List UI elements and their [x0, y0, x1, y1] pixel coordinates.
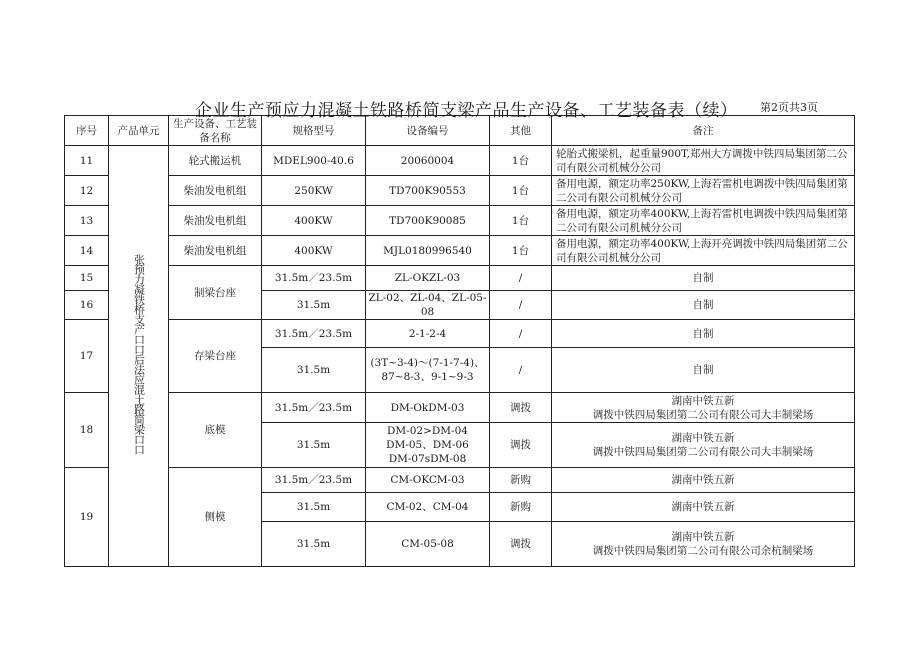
cell-spec: 31.5m	[262, 423, 366, 468]
cell-other: 调拨	[490, 393, 552, 423]
cell-note: 湖南中铁五新 调拨中铁四局集团第二公司有限公司大丰制梁场	[552, 393, 855, 423]
cell-note: 自制	[552, 320, 855, 348]
cell-other: 1台	[490, 146, 552, 176]
cell-seq: 19	[65, 468, 109, 567]
cell-note: 湖南中铁五新 调拨中铁四局集团第二公司有限公司余杭制梁场	[552, 522, 855, 567]
document-title: 企业生产预应力混凝土铁路桥简支梁产品生产设备、工艺装备表（续）	[195, 101, 738, 121]
cell-code: ZL-OKZL-03	[366, 266, 490, 291]
cell-spec: 400KW	[262, 236, 366, 266]
cell-other: 1台	[490, 206, 552, 236]
cell-code: CM-OKCM-03	[366, 468, 490, 493]
table-row	[65, 236, 855, 266]
cell-code: 20060004	[366, 146, 490, 176]
cell-equip: 底模	[169, 393, 262, 468]
table-header-row	[65, 116, 855, 146]
cell-seq: 15	[65, 266, 109, 291]
table-row	[65, 320, 855, 348]
table-row	[65, 468, 855, 493]
table-row	[65, 266, 855, 291]
cell-other: /	[490, 291, 552, 320]
cell-seq: 17	[65, 320, 109, 393]
cell-seq: 16	[65, 291, 109, 320]
cell-code: DM-02>DM-04 DM-05、DM-06 DM-07sDM-08	[366, 423, 490, 468]
header-code: 设备编号	[366, 116, 490, 146]
header-spec: 规格型号	[262, 116, 366, 146]
cell-equip: 存梁台座	[169, 320, 262, 393]
cell-equip: 轮式搬运机	[169, 146, 262, 176]
cell-note: 湖南中铁五新	[552, 468, 855, 493]
header-other: 其他	[490, 116, 552, 146]
cell-spec: MDEL900-40.6	[262, 146, 366, 176]
cell-other: /	[490, 266, 552, 291]
page-number: 第2页共3页	[760, 101, 818, 114]
cell-code: CM-02、CM-04	[366, 493, 490, 522]
cell-note: 备用电源，额定功率250KW,上海若雷机电调拨中铁四局集团第二公司有限公司机械分公司	[552, 176, 855, 206]
cell-equip: 柴油发电机组	[169, 206, 262, 236]
table-row	[65, 393, 855, 423]
cell-spec: 400KW	[262, 206, 366, 236]
cell-note: 湖南中铁五新 调拨中铁四局集团第二公司有限公司大丰制梁场	[552, 423, 855, 468]
equipment-table	[64, 115, 855, 567]
cell-code: MJL0180996540	[366, 236, 490, 266]
cell-spec: 31.5m／23.5m	[262, 468, 366, 493]
cell-code: CM-05-08	[366, 522, 490, 567]
header-seq: 序号	[65, 116, 109, 146]
cell-code: DM-OkDM-03	[366, 393, 490, 423]
cell-note: 自制	[552, 266, 855, 291]
table-row	[65, 176, 855, 206]
cell-code: TD700K90085	[366, 206, 490, 236]
cell-other: 1台	[490, 236, 552, 266]
cell-other: 调拨	[490, 423, 552, 468]
cell-code: TD700K90553	[366, 176, 490, 206]
cell-other: 1台	[490, 176, 552, 206]
table-row	[65, 206, 855, 236]
cell-spec: 31.5m／23.5m	[262, 266, 366, 291]
cell-other: 新购	[490, 493, 552, 522]
cell-other: 调拨	[490, 522, 552, 567]
cell-spec: 250KW	[262, 176, 366, 206]
cell-equip: 侧模	[169, 468, 262, 567]
cell-other: /	[490, 320, 552, 348]
cell-equip: 制梁台座	[169, 266, 262, 320]
cell-note: 备用电源，额定功率400KW,上海若雷机电调拨中铁四局集团第二公司有限公司机械分公司	[552, 206, 855, 236]
cell-seq: 13	[65, 206, 109, 236]
cell-code: 2-1-2-4	[366, 320, 490, 348]
cell-spec: 31.5m／23.5m	[262, 393, 366, 423]
cell-spec: 31.5m	[262, 522, 366, 567]
cell-other: 新购	[490, 468, 552, 493]
table-row	[65, 146, 855, 176]
cell-spec: 31.5m	[262, 348, 366, 393]
cell-other: /	[490, 348, 552, 393]
cell-equip: 柴油发电机组	[169, 176, 262, 206]
header-note: 备注	[552, 116, 855, 146]
cell-note: 轮胎式搬梁机，起重量900T,郑州大方调拨中铁四局集团第二公司有限公司机械分公司	[552, 146, 855, 176]
cell-note: 自制	[552, 291, 855, 320]
cell-note: 备用电源，额定功率400KW,上海开亮调拨中铁四局集团第二公司有限公司机械分公司	[552, 236, 855, 266]
cell-seq: 12	[65, 176, 109, 206]
product-unit-cell	[109, 146, 169, 567]
cell-code: ZL-02、ZL-04、ZL-05-08	[366, 291, 490, 320]
cell-note: 自制	[552, 348, 855, 393]
cell-seq: 14	[65, 236, 109, 266]
cell-code: (3T~3-4)～(7-1-7-4)、 87~8-3、9-1~9-3	[366, 348, 490, 393]
product-unit-label: 张预力凝铁桥支产口口后法应混土路简梁口口	[132, 254, 146, 454]
cell-seq: 18	[65, 393, 109, 468]
cell-seq: 11	[65, 146, 109, 176]
cell-spec: 31.5m／23.5m	[262, 320, 366, 348]
cell-spec: 31.5m	[262, 291, 366, 320]
cell-equip: 柴油发电机组	[169, 236, 262, 266]
cell-spec: 31.5m	[262, 493, 366, 522]
cell-note: 湖南中铁五新	[552, 493, 855, 522]
header-unit: 产品单元	[109, 116, 169, 146]
header-equip: 生产设备、工艺装备名称	[169, 116, 262, 146]
